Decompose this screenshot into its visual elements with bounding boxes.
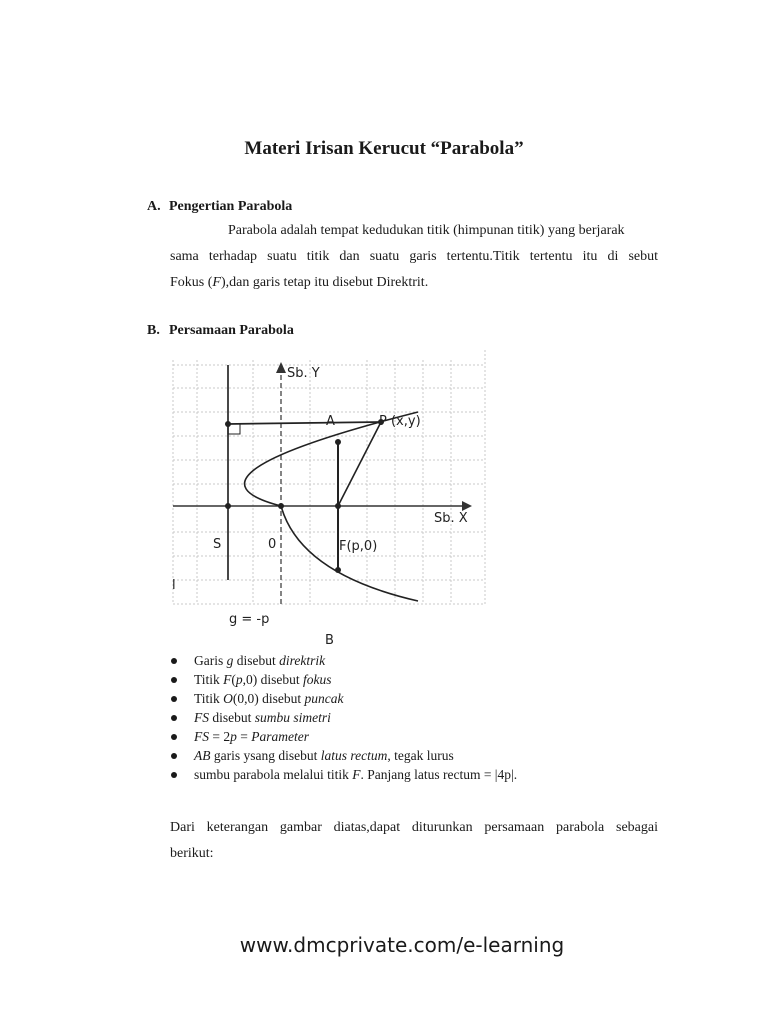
bullet-icon — [171, 696, 177, 702]
label-b: B — [325, 633, 334, 648]
section-a-line-1: Parabola adalah tempat kedudukan titik (himpunan titik) yang berjarak — [228, 223, 625, 238]
y-axis-arrow — [276, 362, 286, 373]
text-run: Titik — [194, 672, 224, 687]
definition-list — [170, 651, 690, 784]
text-run: direktrik — [279, 653, 326, 668]
section-a-title: Pengertian Parabola — [169, 199, 293, 214]
footer-url: www.dmcprivate.com/e-learning — [239, 933, 565, 957]
label-p: P (x,y) — [379, 414, 421, 429]
bullet-icon — [171, 734, 177, 740]
bullet-icon — [171, 677, 177, 683]
list-item — [170, 651, 690, 670]
text-run: F — [223, 672, 232, 687]
focus-symbol: F — [212, 275, 221, 290]
text-run: AB — [194, 748, 211, 763]
text-run: p — [235, 672, 243, 687]
text-run: F — [352, 767, 361, 782]
text-run: disebut — [233, 653, 280, 668]
text-run: FS — [194, 729, 209, 744]
label-l: l — [172, 578, 176, 593]
label-s: S — [213, 537, 222, 552]
section-b-title: Persamaan Parabola — [169, 323, 294, 338]
x-axis-arrow — [462, 501, 472, 511]
label-f: F(p,0) — [339, 539, 378, 554]
text-run: latus rectum — [320, 748, 388, 763]
label-a: A — [326, 414, 335, 429]
list-item — [170, 727, 690, 746]
label-o: 0 — [268, 537, 277, 552]
text-run: Titik — [194, 691, 224, 706]
bullet-icon — [171, 753, 177, 759]
segment-pf — [338, 422, 381, 506]
bullet-icon — [171, 715, 177, 721]
bullet-icon — [171, 658, 177, 664]
text-run: p — [230, 729, 237, 744]
segment-pa — [228, 422, 381, 424]
bullet-icon — [171, 772, 177, 778]
text-run: , tegak lurus — [387, 748, 454, 763]
text-run: ),dan garis tetap itu disebut Direktrit. — [220, 275, 429, 290]
text-run: ( — [231, 672, 236, 687]
text-run: disebut — [209, 710, 255, 725]
label-sb-x: Sb. X — [434, 511, 468, 526]
list-item — [170, 708, 690, 727]
text-run: O — [223, 691, 233, 706]
text-run: = — [236, 729, 252, 744]
list-item — [170, 746, 690, 765]
point-a — [225, 421, 231, 427]
text-run: = 2 — [209, 729, 231, 744]
section-a-line-2: sama terhadap suatu titik dan suatu garis tertentu.Titik tertentu itu di sebut — [170, 249, 658, 264]
closing-line-1: Dari keterangan gambar diatas,dapat diturunkan persamaan parabola sebagai — [170, 820, 658, 835]
label-sb-y: Sb. Y — [287, 366, 320, 381]
point-f — [335, 503, 341, 509]
point-s — [225, 503, 231, 509]
text-run: garis ysang disebut — [210, 748, 321, 763]
text-run: sumbu parabola melalui titik — [194, 767, 353, 782]
text-run: puncak — [304, 691, 344, 706]
point-latus-top — [335, 439, 341, 445]
list-item — [170, 765, 690, 784]
text-run: FS — [194, 710, 209, 725]
page-title: Materi Irisan Kerucut “Parabola” — [244, 138, 524, 159]
list-item — [170, 689, 690, 708]
text-run: Fokus ( — [170, 275, 213, 290]
section-a-letter: A. — [147, 199, 161, 214]
text-run: g — [226, 653, 234, 668]
list-item — [170, 670, 690, 689]
section-b-letter: B. — [147, 323, 160, 338]
text-run: fokus — [303, 672, 332, 687]
point-latus-bottom — [335, 567, 341, 573]
text-run: sumbu simetri — [254, 710, 331, 725]
text-run: Garis — [194, 653, 227, 668]
label-g: g = -p — [229, 612, 270, 627]
closing-line-2: berikut: — [170, 846, 214, 861]
point-o — [278, 503, 284, 509]
text-run: ,0) disebut — [242, 672, 304, 687]
text-run: Parameter — [251, 729, 309, 744]
text-run: (0,0) disebut — [232, 691, 305, 706]
text-run: . Panjang latus rectum = |4p|. — [360, 767, 518, 782]
